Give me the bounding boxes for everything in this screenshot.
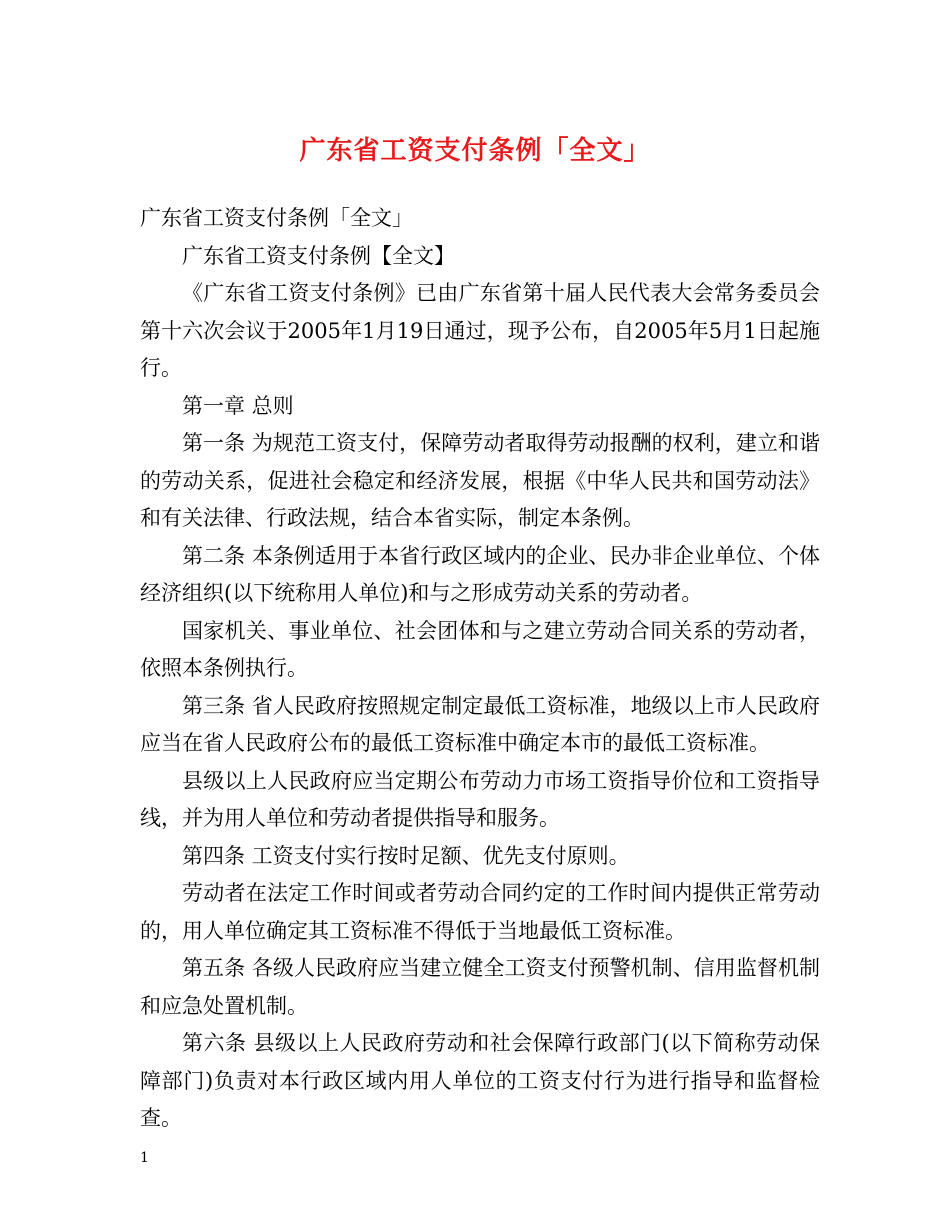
paragraph-7: 国家机关、事业单位、社会团体和与之建立劳动合同关系的劳动者，依照本条例执行。 — [140, 618, 820, 680]
paragraph-6: 第二条 本条例适用于本省行政区域内的企业、民办非企业单位、个体经济组织(以下统称用人单位)和与之形成劳动关系的劳动者。 — [140, 543, 820, 605]
paragraph-4: 第一章 总则 — [182, 393, 294, 418]
document-title: 广东省工资支付条例「全文」 — [299, 136, 651, 166]
paragraph-11: 劳动者在法定工作时间或者劳动合同约定的工作时间内提供正常劳动的，用人单位确定其工资标准不得低于当地最低工资标准。 — [140, 881, 820, 943]
paragraph-10: 第四条 工资支付实行按时足额、优先支付原则。 — [182, 843, 630, 868]
paragraph-5: 第一条 为规范工资支付，保障劳动者取得劳动报酬的权利，建立和谐的劳动关系，促进社会稳定和经济发展，根据《中华人民共和国劳动法》和有关法律、行政法规，结合本省实际，制定本条例。 — [140, 431, 820, 530]
page-number: 1 — [140, 1150, 149, 1166]
paragraph-1: 广东省工资支付条例「全文」 — [140, 206, 413, 230]
paragraph-8: 第三条 省人民政府按照规定制定最低工资标准，地级以上市人民政府应当在省人民政府公布的最低工资标准中确定本市的最低工资标准。 — [140, 693, 820, 755]
paragraph-13: 第六条 县级以上人民政府劳动和社会保障行政部门(以下简称劳动保障部门)负责对本行政区域内用人单位的工资支付行为进行指导和监督检查。 — [140, 1031, 820, 1130]
paragraph-2: 广东省工资支付条例【全文】 — [182, 243, 455, 268]
document-body — [140, 200, 820, 1138]
paragraph-12: 第五条 各级人民政府应当建立健全工资支付预警机制、信用监督机制和应急处置机制。 — [140, 956, 820, 1018]
paragraph-9: 县级以上人民政府应当定期公布劳动力市场工资指导价位和工资指导线，并为用人单位和劳动者提供指导和服务。 — [140, 768, 820, 830]
paragraph-3: 《广东省工资支付条例》已由广东省第十届人民代表大会常务委员会第十六次会议于2005年1月19日通过，现予公布，自2005年5月1日起施行。 — [140, 281, 820, 380]
